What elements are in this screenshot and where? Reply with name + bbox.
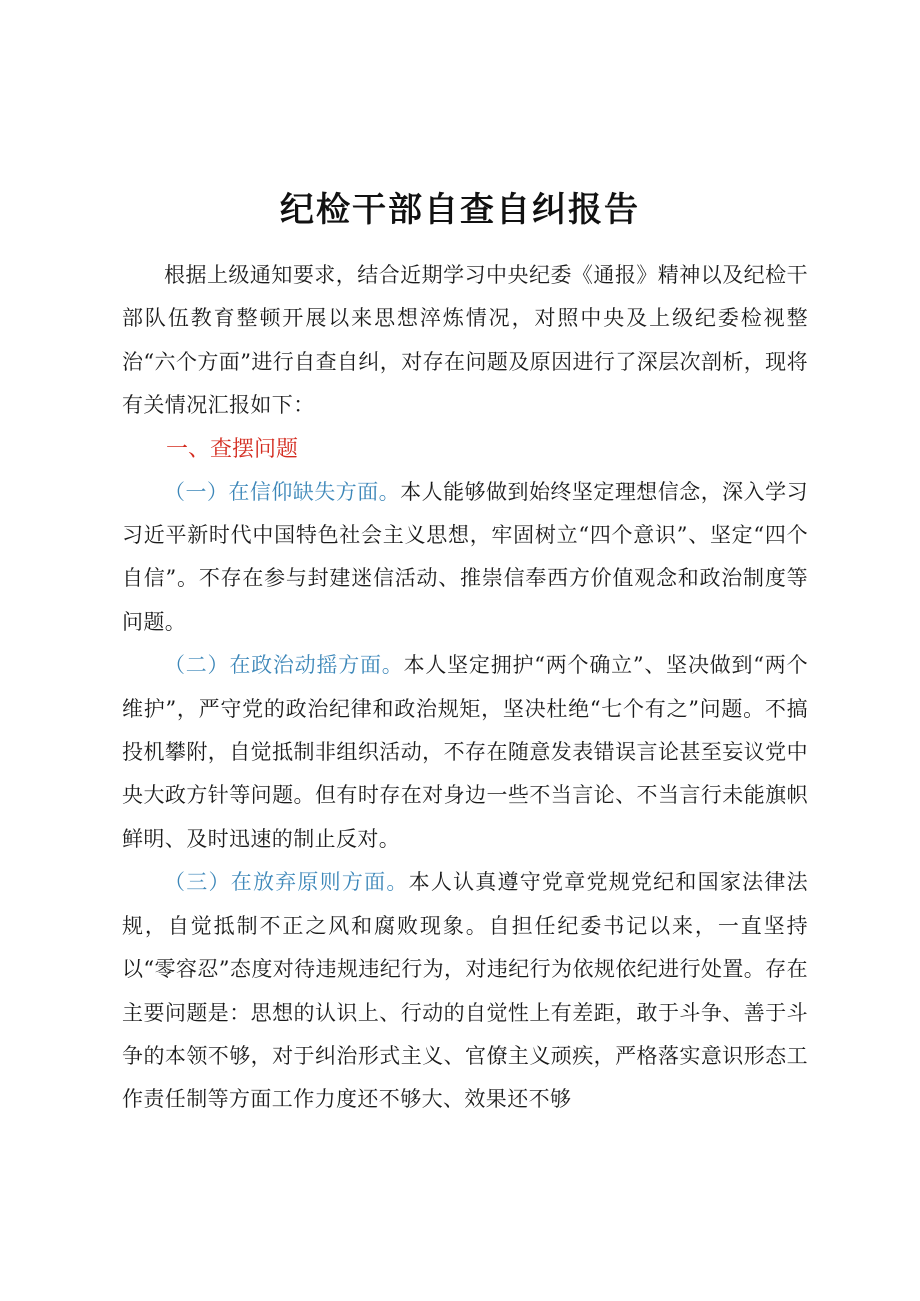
document-title: 纪检干部自查自纠报告 [280,190,640,230]
document-body [122,254,808,1122]
item-body-3: 本人认真遵守党章党规党纪和国家法律法规，自觉抵制不正之风和腐败现象。自担任纪委书记以来，一直坚持以“零容忍”态度对待违规违纪行为，对违纪行为依规依纪进行处置。存在主要问题是：思想的认识上、行动的自觉性上有差距，敢于斗争、善于斗争的本领不够，对于纠治形式主义、官僚主义顽疾，严格落实意识形态工作责任制等方面工作力度还不够大、效果还不够 [122,870,808,1112]
item-lead-3: （三）在放弃原则方面。 [164,870,409,895]
intro-paragraph: 根据上级通知要求，结合近期学习中央纪委《通报》精神以及纪检干部队伍教育整顿开展以来思想淬炼情况，对照中央及上级纪委检视整治“六个方面”进行自查自纠，对存在问题及原因进行了深层次剖析，现将有关情况汇报如下： [122,263,808,418]
item-paragraph-1 [122,471,808,645]
item-paragraph-2 [122,644,808,861]
item-body-1: 本人能够做到始终坚定理想信念，深入学习习近平新时代中国特色社会主义思想，牢固树立“四个意识”、坚定“四个自信”。不存在参与封建迷信活动、推崇信奉西方价值观念和政治制度等问题。 [122,479,808,634]
item-body-2: 本人坚定拥护“两个确立”、坚决做到“两个维护”，严守党的政治纪律和政治规矩，坚决杜绝“七个有之”问题。不搞投机攀附，自觉抵制非组织活动，不存在随意发表错误言论甚至妄议党中央大政方针等问题。但有时存在对身边一些不当言论、不当言行未能旗帜鲜明、及时迅速的制止反对。 [122,653,808,851]
item-lead-1: （一）在信仰缺失方面。 [164,479,401,504]
item-lead-2: （二）在政治动摇方面。 [164,653,404,678]
section-heading: 一、查摆问题 [166,436,299,462]
item-paragraph-3 [122,861,808,1121]
